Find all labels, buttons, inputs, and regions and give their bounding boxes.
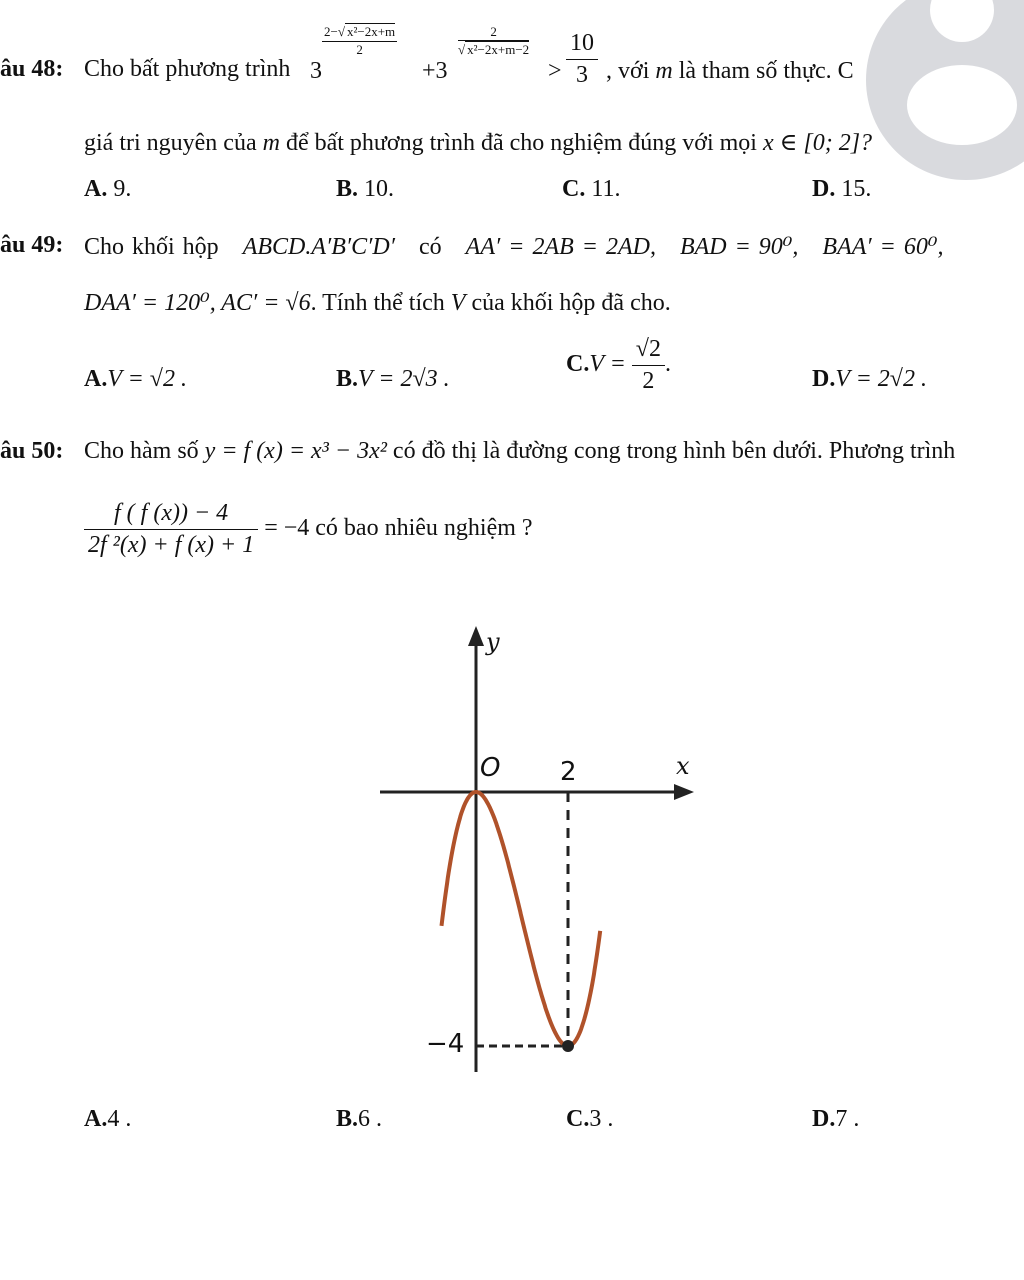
- q48-option-d[interactable]: D. 15.: [812, 176, 872, 202]
- q48-frac-den: 3: [576, 62, 588, 88]
- q49-option-d[interactable]: D.V = 2√2 .: [812, 366, 927, 392]
- x-axis-label: x: [676, 752, 690, 780]
- min-point-marker: [562, 1040, 574, 1052]
- x-tick-label: 2: [560, 757, 577, 787]
- q48-plus-3: +3: [422, 58, 448, 84]
- q49-option-a[interactable]: A.V = √2 .: [84, 366, 187, 392]
- y-axis-label: y: [486, 628, 500, 656]
- q49-option-b[interactable]: B.V = 2√3 .: [336, 366, 450, 392]
- q48-tail: , với m là tham số thực. C: [606, 58, 854, 84]
- q50-line1: Cho hàm số y = f (x) = x³ − 3x² có đồ thị là đường cong trong hình bên dưới. Phương trình: [84, 438, 956, 464]
- q48-exponent-1: 2−√ x²−2x+m 2: [324, 24, 396, 57]
- x-axis-arrow-icon: [674, 784, 694, 800]
- q49-option-c[interactable]: C.V = $\frac{√2}{2}$ .: [566, 336, 671, 394]
- q48-option-c[interactable]: C. 11.: [562, 176, 621, 202]
- q48-frac-num: 10: [566, 30, 598, 60]
- q48-intro: Cho bất phương trình: [84, 56, 291, 82]
- y-tick-label: −4: [426, 1029, 465, 1059]
- q48-m-var: m: [655, 58, 673, 84]
- q49-label: âu 49:: [0, 232, 64, 258]
- q50-option-b[interactable]: B.6 .: [336, 1106, 383, 1132]
- q48-label: âu 48:: [0, 56, 64, 82]
- q50-option-a[interactable]: A.4 .: [84, 1106, 132, 1132]
- q49-box-name: ABCD.A′B′C′D′: [242, 234, 396, 260]
- q48-option-a[interactable]: A. 9.: [84, 176, 132, 202]
- q50-equation: $\frac{f ( f (x)) - 4}{\text{2f ²(x) + f (x) + 1}}$ = −4 có bao nhiêu nghiệm ?: [84, 500, 533, 559]
- q50-option-d[interactable]: D.7 .: [812, 1106, 860, 1132]
- q50-eq-denominator: 2f ²(x) + f (x) + 1: [88, 532, 255, 558]
- avatar-body-icon: [907, 65, 1017, 145]
- q48-base-3: 3: [310, 58, 322, 84]
- q50-function: y = f (x) = x³ − 3x²: [204, 438, 387, 464]
- q50-eq-numerator: f ( f (x)) − 4: [84, 500, 258, 530]
- q48-exp2-radicand: x²−2x+m−2: [467, 42, 530, 57]
- y-axis-arrow-icon: [468, 626, 484, 646]
- q48-exp2-num: 2: [490, 24, 497, 39]
- q50-label: âu 50:: [0, 438, 64, 464]
- q48-exponent-2: 2 √ x²−2x+m−2: [458, 24, 530, 57]
- q48-interval: x ∈ [0; 2]?: [762, 130, 873, 156]
- q49-line2: DAA′ = 120⁰, AC′ = √6. Tính thể tích V của khối hộp đã cho.: [84, 290, 671, 316]
- q48-fraction: [566, 30, 598, 89]
- q50-graph: [360, 620, 720, 1080]
- q49-line1: Cho khối hộp ABCD.A′B′C′D′ có AA′ = 2AB = 2AD, BAD = 90⁰, BAA′ = 60⁰,: [84, 234, 944, 260]
- q48-exp1-num: 2−: [324, 24, 338, 39]
- q48-exp1-radicand: x²−2x+m: [346, 24, 396, 39]
- q48-gt: >: [548, 58, 562, 84]
- avatar[interactable]: [866, 0, 1024, 180]
- q48-line2: giá tri nguyên của m để bất phương trình đã cho nghiệm đúng với mọi x ∈ [0; 2]?: [84, 130, 873, 156]
- q48-option-b[interactable]: B. 10.: [336, 176, 395, 202]
- q50-option-c[interactable]: C.3 .: [566, 1106, 614, 1132]
- origin-label: O: [480, 753, 501, 783]
- cubic-curve: [442, 792, 601, 1046]
- q48-exp1-den: 2: [356, 42, 363, 57]
